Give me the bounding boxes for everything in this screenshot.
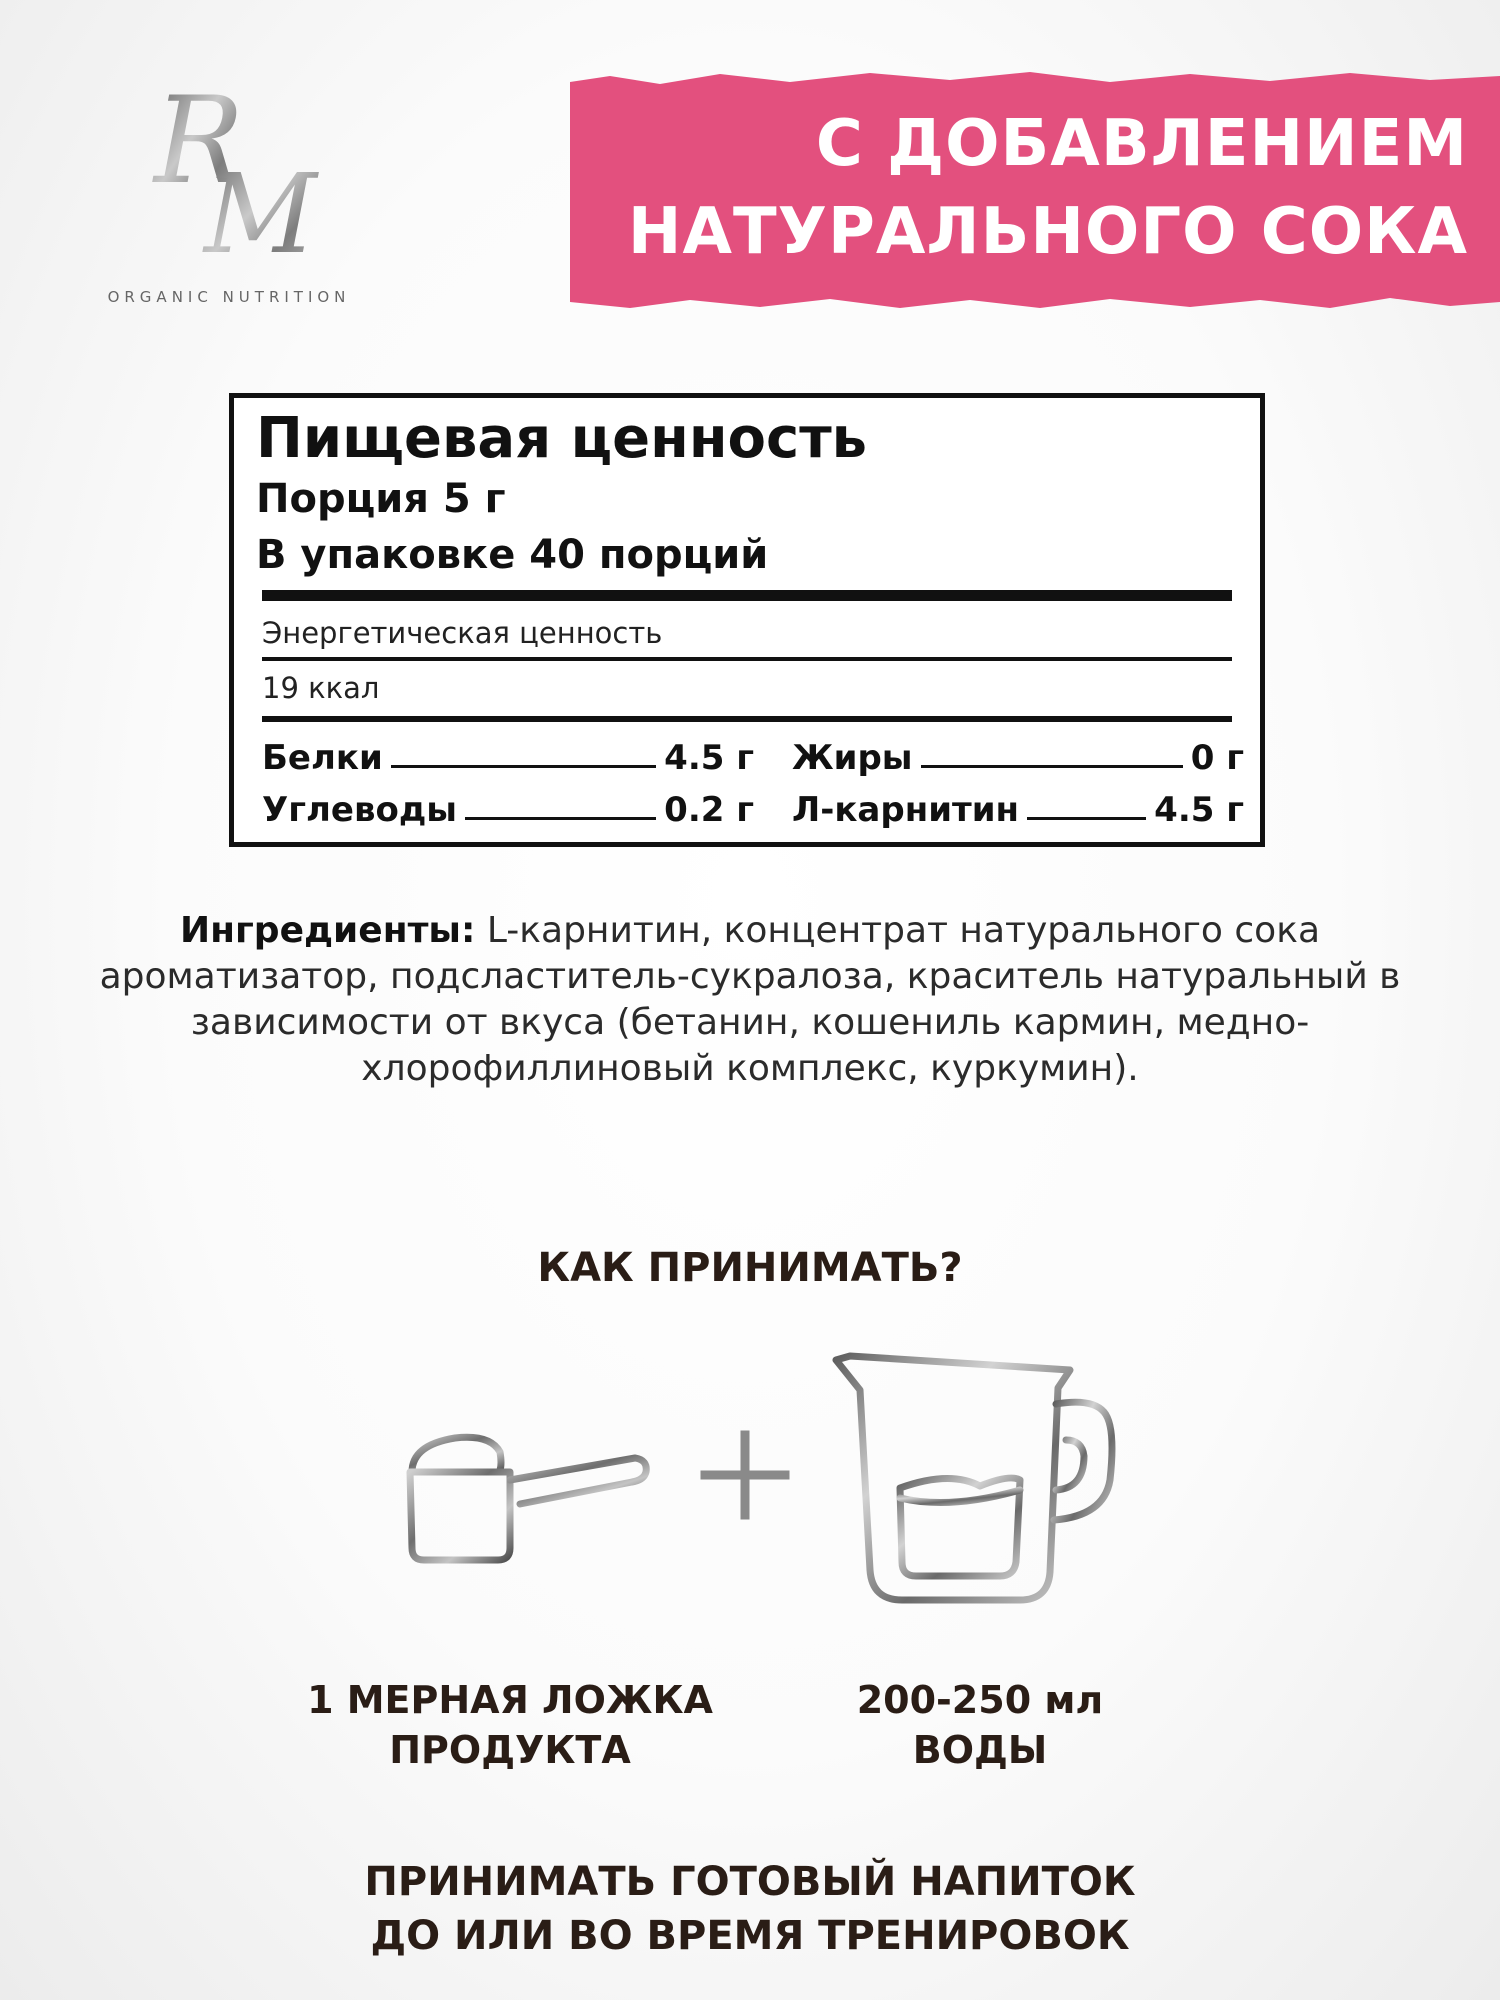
servings-per-pack: В упаковке 40 порций	[256, 532, 769, 578]
banner-line-2: НАТУРАЛЬНОГО СОКА	[627, 195, 1468, 269]
howto-title: КАК ПРИНИМАТЬ?	[537, 1245, 963, 1291]
usage-line-1: ПРИНИМАТЬ ГОТОВЫЙ НАПИТОК	[364, 1859, 1136, 1905]
svg-text:R: R	[154, 72, 245, 211]
measuring-jug-icon	[830, 1350, 1130, 1620]
energy-label: Энергетическая ценность	[262, 616, 663, 650]
ingredients-paragraph	[60, 908, 1440, 1092]
promo-banner	[570, 70, 1500, 310]
leader-line	[391, 765, 656, 768]
scoop-caption-line-1: 1 МЕРНАЯ ЛОЖКА	[307, 1678, 713, 1722]
nutrient-row-protein	[262, 734, 754, 778]
scoop-caption-line-2: ПРОДУКТА	[389, 1728, 631, 1772]
scoop-icon	[400, 1420, 660, 1570]
energy-value: 19 ккал	[262, 671, 380, 705]
nutrient-label: Углеводы	[262, 790, 458, 830]
divider	[262, 657, 1232, 661]
usage-instruction	[0, 1855, 1500, 1963]
nutrient-row-carbs	[262, 786, 754, 830]
leader-line	[465, 817, 656, 820]
nutrient-label: Л-карнитин	[792, 790, 1020, 830]
serving-size: Порция 5 г	[256, 476, 506, 522]
banner-headline	[628, 100, 1468, 276]
nutrient-row-fat	[792, 734, 1244, 778]
brand-logo	[84, 70, 374, 310]
nutrient-label: Белки	[262, 738, 383, 778]
ingredients-label: Ингредиенты:	[179, 910, 476, 951]
water-caption	[780, 1675, 1180, 1775]
usage-line-2: ДО ИЛИ ВО ВРЕМЯ ТРЕНИРОВОК	[370, 1913, 1130, 1959]
brand-tagline: ORGANIC NUTRITION	[107, 288, 351, 306]
nutrient-value: 0 г	[1190, 738, 1244, 778]
divider	[262, 716, 1232, 722]
nutrient-row-carnitine	[792, 786, 1244, 830]
nutrient-value: 4.5 г	[1154, 790, 1244, 830]
water-caption-line-1: 200-250 мл	[856, 1678, 1104, 1722]
svg-text:M: M	[204, 150, 317, 270]
nutrient-value: 0.2 г	[664, 790, 754, 830]
ingredients-text: L-карнитин, концентрат натурального сока ароматизатор, подсластитель-сукралоза, краситель натуральный в зависимости от вкуса (бетанин, кошениль кармин, медно-хлорофиллиновый комплекс, куркумин).	[99, 910, 1401, 1089]
plus-icon	[700, 1430, 790, 1520]
scoop-caption	[270, 1675, 750, 1775]
divider-thick	[262, 590, 1232, 601]
nutrient-value: 4.5 г	[664, 738, 754, 778]
leader-line	[921, 765, 1183, 768]
nutrition-title: Пищевая ценность	[256, 406, 868, 471]
rm-monogram-icon	[134, 70, 334, 270]
banner-line-1: С ДОБАВЛЕНИЕМ	[815, 107, 1468, 181]
nutrition-facts-panel	[229, 393, 1265, 847]
water-caption-line-2: ВОДЫ	[912, 1728, 1048, 1772]
leader-line	[1027, 817, 1146, 820]
nutrient-label: Жиры	[792, 738, 913, 778]
